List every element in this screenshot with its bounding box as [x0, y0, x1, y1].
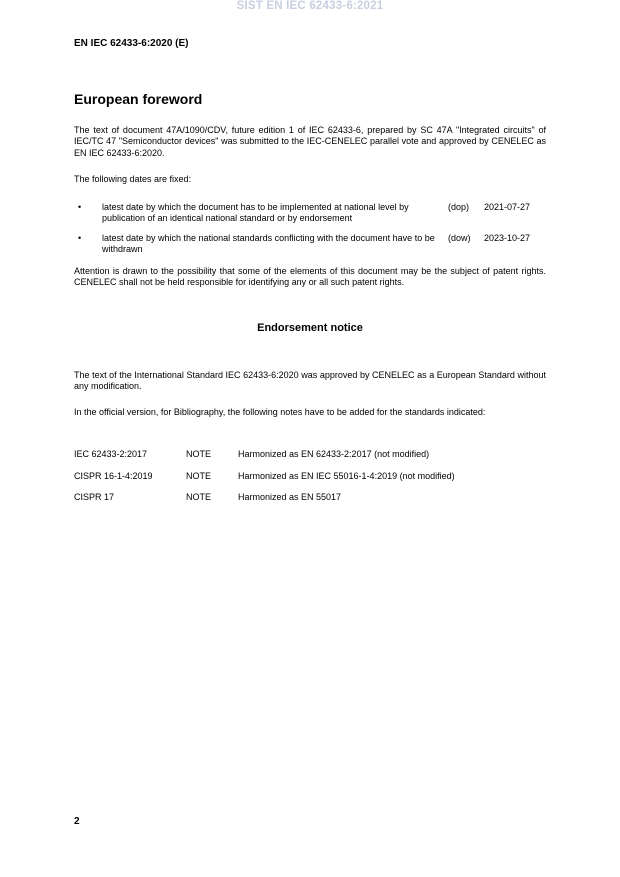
watermark: SIST EN IEC 62433-6:2021	[236, 0, 384, 12]
endorsement-title: Endorsement notice	[257, 322, 363, 334]
note-standard: IEC 62433-2:2017	[74, 449, 148, 459]
note-standard: CISPR 16-1-4:2019	[74, 471, 153, 481]
document-id: EN IEC 62433-6:2020 (E)	[74, 38, 189, 49]
note-text: Harmonized as EN 55017	[238, 492, 342, 502]
foreword-title: European foreword	[74, 91, 203, 107]
page-number: 2	[74, 816, 80, 827]
note-label: NOTE	[186, 492, 212, 502]
date-value: 2023-10-27	[484, 233, 531, 243]
dates-list-item-dow	[74, 233, 546, 257]
note-text: Harmonized as EN IEC 55016-1-4:2019 (not modified)	[238, 471, 455, 481]
note-standard: CISPR 17	[74, 492, 115, 502]
note-label: NOTE	[186, 449, 212, 459]
bullet-icon: •	[78, 202, 82, 212]
endorsement-paragraph-2: In the official version, for Bibliography, the following notes have to be added for the standards indicated:	[74, 407, 486, 417]
foreword-paragraph-1: The text of document 47A/1090/CDV, future edition 1 of IEC 62433-6, prepared by SC 47A "Integrated circuits" of IEC/TC 47 "Semiconductor devices" was submitted to the IEC-CENELEC parallel vote and approved by CENELEC as EN IEC 62433-6:2020.	[74, 125, 546, 158]
foreword-paragraph-3: Attention is drawn to the possibility that some of the elements of this document may be the subject of patent rights. CENELEC shall not be held responsible for identifying any or all such patent rights.	[74, 266, 546, 288]
dates-list-item-dop	[74, 202, 546, 226]
date-description: latest date by which the document has to be implemented at national level by publication of an identical national standard or by endorsement	[102, 202, 409, 223]
foreword-paragraph-2: The following dates are fixed:	[74, 174, 192, 184]
endorsement-paragraph-1: The text of the International Standard IEC 62433-6:2020 was approved by CENELEC as a European Standard without any modification.	[74, 370, 546, 392]
date-description: latest date by which the national standards conflicting with the document have to be withdrawn	[102, 233, 435, 254]
date-value: 2021-07-27	[484, 202, 531, 212]
date-abbreviation: (dow)	[448, 233, 471, 243]
note-label: NOTE	[186, 471, 212, 481]
note-text: Harmonized as EN 62433-2:2017 (not modified)	[238, 449, 430, 459]
bullet-icon: •	[78, 233, 82, 243]
date-abbreviation: (dop)	[448, 202, 470, 212]
